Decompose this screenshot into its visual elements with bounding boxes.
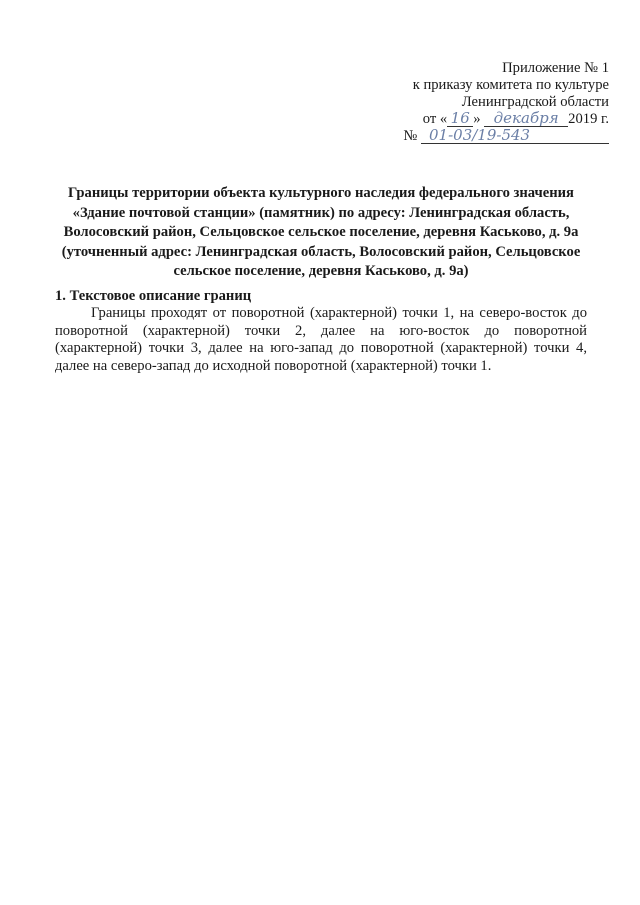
section-body (55, 305, 587, 375)
date-prefix: от « (422, 111, 448, 127)
date-year: 2019 г. (568, 111, 609, 127)
document-title (55, 184, 587, 282)
date-day-handwritten: 16 (450, 109, 470, 127)
body-line: поворотной (характерной) точки 2, далее на юго-восток до поворотной (55, 322, 587, 339)
number-handwritten: 01-03/19-543 (429, 126, 531, 144)
number-prefix: № (403, 128, 418, 144)
appendix-order-ref: к приказу комитета по культуре (412, 77, 609, 93)
date-month-handwritten: декабря (493, 109, 559, 127)
title-line: Границы территории объекта культурного наследия федерального значения (68, 185, 574, 201)
body-line: далее на северо-запад до исходной поворотной (характерной) точки 1. (55, 357, 492, 374)
appendix-number (403, 128, 609, 145)
body-line: (характерной) точки 3, далее на юго-запад до поворотной (характерной) точки 4, (55, 340, 587, 356)
title-line: (уточненный адрес: Ленинградская область, Волосовский район, Сельцовское (61, 243, 581, 260)
appendix-header (403, 60, 609, 145)
section-heading: 1. Текстовое описание границ (55, 288, 252, 304)
appendix-region: Ленинградской области (461, 94, 609, 110)
appendix-title: Приложение № 1 (502, 60, 609, 76)
body-line: Границы проходят от поворотной (характерной) точки 1, на северо-восток до (91, 305, 587, 321)
title-line: сельское поселение, деревня Каськово, д. 9а) (173, 263, 469, 279)
date-quote: » (473, 111, 481, 127)
title-line: «Здание почтовой станции» (памятник) по адресу: Ленинградская область, (72, 204, 570, 221)
title-line: Волосовский район, Сельцовское сельское поселение, деревня Каськово, д. 9а (63, 224, 579, 240)
